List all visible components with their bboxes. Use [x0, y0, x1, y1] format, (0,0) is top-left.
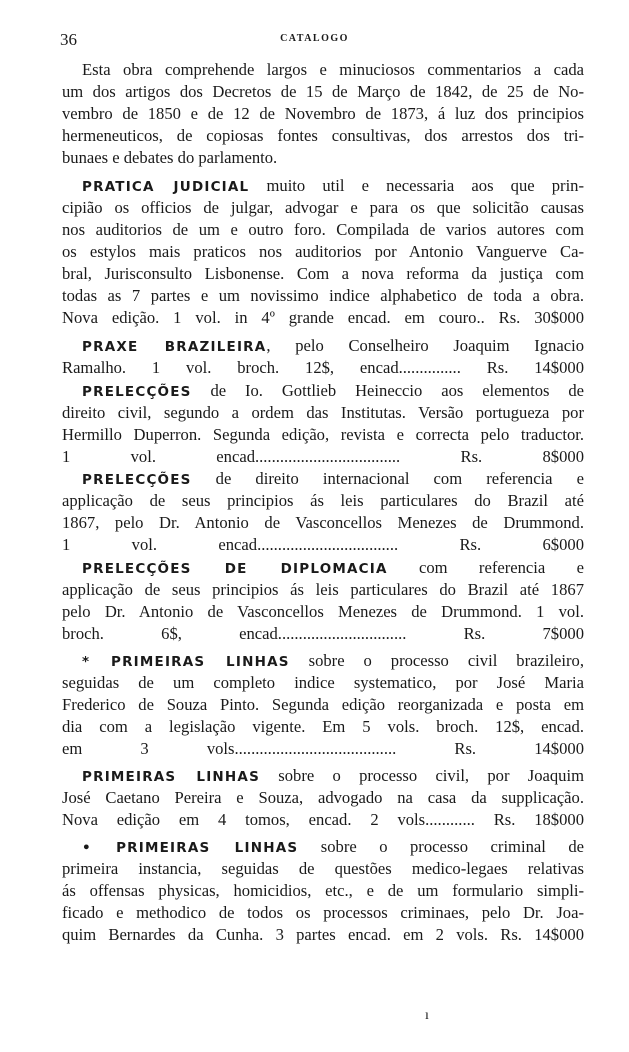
line-text: cipião os officios de julgar, advogar e para os que solicitão causas: [62, 198, 584, 217]
entry-title: PRAXE BRAZILEIRA: [82, 339, 267, 355]
line-text: hermeneuticos, de copiosas fontes consultivas, dos arrestos dos tri-: [62, 126, 584, 145]
line-text: quim Bernardes da Cunha. 3 partes encad. em 2 vols. Rs. 14$000: [62, 925, 584, 944]
line-text: com referencia e: [387, 558, 584, 577]
catalog-text-line: [62, 242, 584, 262]
footer-mark: ı: [425, 1008, 429, 1023]
line-text: 1 vol. encad.................................. Rs. 6$000: [62, 535, 584, 554]
line-text: direito civil, segundo a ordem das Institutas. Versão portugueza por: [62, 403, 584, 422]
catalog-entry-heading-line: [82, 558, 584, 579]
line-text: dia com a legislação vigente. Em 5 vols. broch. 12$, encad.: [62, 717, 584, 736]
catalog-text-line: [62, 104, 584, 124]
line-text: ás offensas physicas, homicidios, etc., e de um formulario simpli-: [62, 881, 584, 900]
catalog-entry-heading-line: [82, 176, 584, 197]
catalog-text-line: [62, 491, 584, 511]
line-text: todas as 7 partes e um novissimo indice alphabetico de toda a obra.: [62, 286, 584, 305]
catalog-text-line: [62, 788, 584, 808]
entry-title: * PRIMEIRAS LINHAS: [82, 654, 290, 670]
line-text: applicação de seus principios ás leis particulares do Brazil até 1867: [62, 580, 584, 599]
line-text: broch. 6$, encad............................... Rs. 7$000: [62, 624, 584, 643]
catalog-text-line: [82, 60, 584, 80]
line-text: Frederico de Souza Pinto. Segunda edição reorganizada e posta em: [62, 695, 584, 714]
catalog-text-line: [62, 695, 584, 715]
line-text: 1 vol. encad................................... Rs. 8$000: [62, 447, 584, 466]
catalog-text-line: [62, 308, 584, 328]
catalog-text-line: [62, 82, 584, 102]
entry-title: PRELECÇÕES: [82, 384, 192, 400]
line-text: primeira instancia, seguidas de questões medico-legaes relativas: [62, 859, 584, 878]
catalog-text-line: [62, 447, 584, 467]
catalog-text-line: [62, 859, 584, 879]
catalog-entry-heading-line: [82, 651, 584, 672]
catalog-entry-heading-line: [82, 766, 584, 787]
catalog-entry-heading-line: [82, 336, 584, 357]
line-text: José Caetano Pereira e Souza, advogado na casa da supplicação.: [62, 788, 584, 807]
line-text: bunaes e debates do parlamento.: [62, 148, 278, 167]
catalog-text-line: [62, 903, 584, 923]
line-text: os estylos mais praticos nos auditorios por Antonio Vanguerve Ca-: [62, 242, 584, 261]
catalog-text-line: [62, 881, 584, 901]
line-text: sobre o processo civil, por Joaquim: [260, 766, 585, 785]
entry-title: PRATICA JUDICIAL: [82, 179, 250, 195]
catalog-text-line: [62, 403, 584, 423]
line-text: Esta obra comprehende largos e minuciosos commentarios a cada: [82, 60, 584, 79]
catalog-entry-heading-line: [82, 381, 584, 402]
line-text: bral, Jurisconsulto Lisbonense. Com a nova reforma da justiça com: [62, 264, 584, 283]
line-text: Nova edição. 1 vol. in 4º grande encad. em couro.. Rs. 30$000: [62, 308, 584, 327]
catalog-text-line: [62, 286, 584, 306]
line-text: ficado e methodico de todos os processos criminaes, pelo Dr. Joa-: [62, 903, 584, 922]
line-text: 1867, pelo Dr. Antonio de Vasconcellos Menezes de Drummond.: [62, 513, 584, 532]
catalog-text-line: [62, 925, 584, 945]
catalog-text-line: [62, 602, 584, 622]
catalog-text-line: [62, 126, 584, 146]
catalog-text-line: [62, 148, 584, 168]
entry-title: • PRIMEIRAS LINHAS: [82, 840, 299, 856]
running-head: CATALOGO: [280, 33, 349, 44]
entry-title: PRELECÇÕES: [82, 472, 192, 488]
line-text: muito util e necessaria aos que prin-: [249, 176, 584, 195]
catalog-entry-heading-line: [82, 469, 584, 490]
line-text: Hermillo Duperron. Segunda edição, revista e correcta pelo traductor.: [62, 425, 584, 444]
catalog-text-line: [62, 535, 584, 555]
line-text: de direito internacional com referencia e: [191, 469, 584, 488]
line-text: sobre o processo civil brazileiro,: [289, 651, 584, 670]
line-text: de Io. Gottlieb Heineccio aos elementos de: [191, 381, 584, 400]
line-text: Nova edição em 4 tomos, encad. 2 vols............ Rs. 18$000: [62, 810, 584, 829]
line-text: seguidas de um completo indice systematico, por José Maria: [62, 673, 584, 692]
line-text: nos auditorios de um e outro foro. Compilada de varios autores com: [62, 220, 584, 239]
catalog-text-line: [62, 358, 584, 378]
catalog-text-line: [62, 810, 584, 830]
entry-title: PRIMEIRAS LINHAS: [82, 769, 260, 785]
entry-title: PRELECÇÕES DE DIPLOMACIA: [82, 561, 388, 577]
catalog-text-line: [62, 198, 584, 218]
line-text: pelo Dr. Antonio de Vasconcellos Menezes de Drummond. 1 vol.: [62, 602, 584, 621]
catalog-text-line: [62, 673, 584, 693]
page-number: 36: [60, 30, 77, 49]
line-text: sobre o processo criminal de: [298, 837, 584, 856]
line-text: Ramalho. 1 vol. broch. 12$, encad............... Rs. 14$000: [62, 358, 584, 377]
catalog-text-line: [62, 425, 584, 445]
catalog-text-line: [62, 739, 584, 759]
catalog-entry-heading-line: [82, 837, 584, 858]
line-text: em 3 vols....................................... Rs. 14$000: [62, 739, 584, 758]
line-text: vembro de 1850 e de 12 de Novembro de 1873, á luz dos principios: [62, 104, 584, 123]
catalog-text-line: [62, 513, 584, 533]
catalog-text-line: [62, 624, 584, 644]
catalog-text-line: [62, 264, 584, 284]
catalog-text-line: [62, 580, 584, 600]
line-text: , pelo Conselheiro Joaquim Ignacio: [266, 336, 584, 355]
line-text: um dos artigos dos Decretos de 15 de Março de 1842, de 25 de No-: [62, 82, 584, 101]
catalog-text-line: [62, 717, 584, 737]
line-text: applicação de seus principios ás leis particulares do Brazil até: [62, 491, 584, 510]
catalog-text-line: [62, 220, 584, 240]
